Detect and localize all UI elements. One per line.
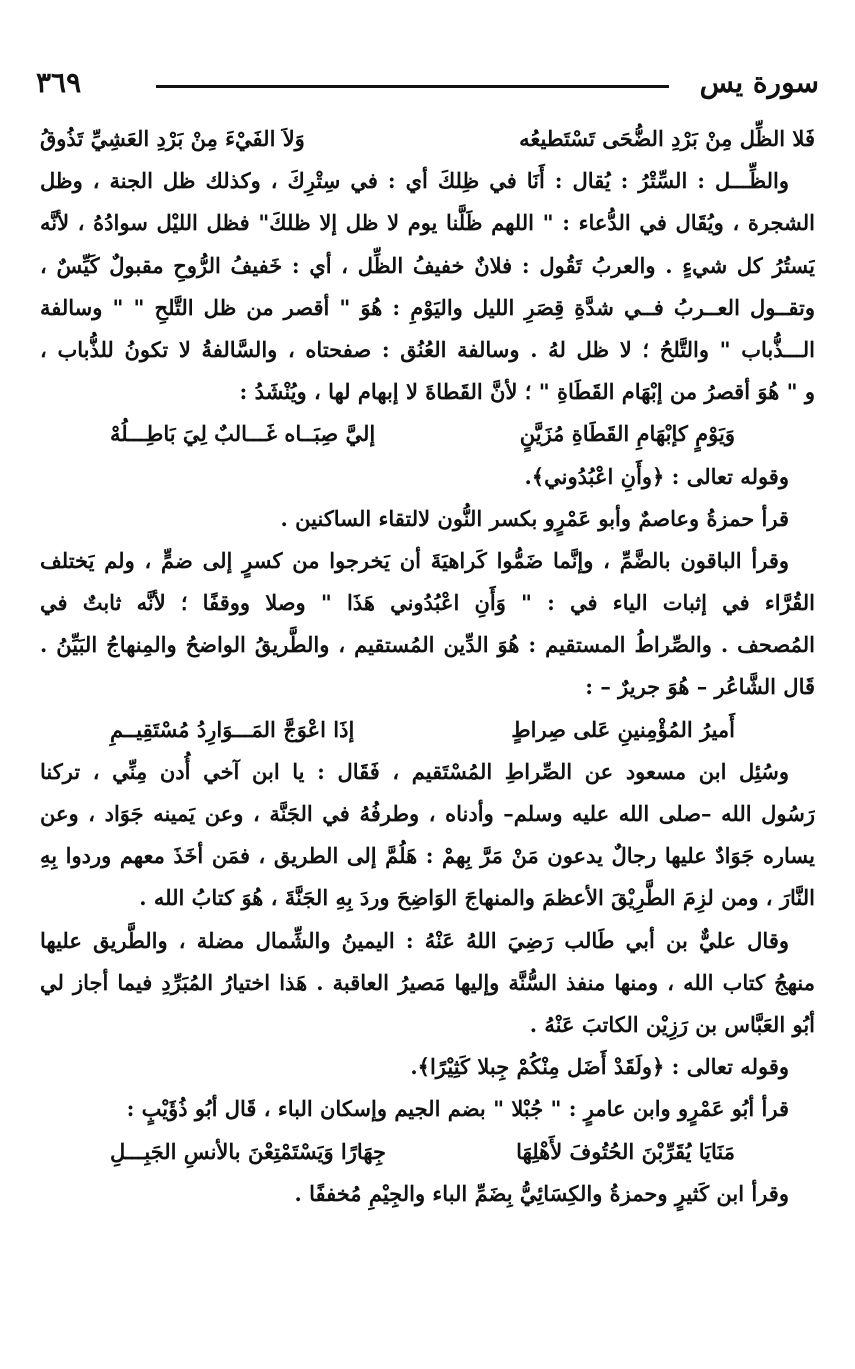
verse-hemistich-first: فَلا الظِّل مِنْ بَرْدِ الضُّحَى تَسْتَطيعُه: [519, 126, 815, 151]
header-rule: [156, 85, 669, 88]
text-line: قرأ حمزةُ وعاصمٌ وأبو عَمْرٍو بكسر النُّون لالتقاء الساكنين .: [280, 505, 789, 531]
text-line: و " هُوَ أقصرُ من إبْهَام القَطَاةِ " ؛ لأنَّ القَطاةَ لا إبهام لها ، ويُنْشَدُ :: [239, 379, 815, 405]
verse-hemistich-second: جِهَارًا وَيَسْتَمْتِعْنَ بالأنسِ الجَبِـــلِ: [110, 1138, 386, 1164]
verse-line: [40, 1131, 815, 1173]
text-line: يَستُرُ كل شيءٍ . والعربُ تَقُول : فلانٌ خفيفُ الظِّل ، أي : خَفيفُ الرُّوحِ مقبولٌ كَيِّسٌ ،: [40, 252, 815, 278]
text-line: النَّارَ ، ومن لزِمَ الطَّرِيْقَ الأعظمَ والمنهاجَ الوَاضِحَ وردَ بِهِ الجَنَّةَ ، هُوَ كتابُ الله .: [139, 885, 815, 911]
text-line: وقال عليٌّ بن أبي طَالب رَضِيَ اللهُ عَنْهُ : اليمينُ والشِّمال مضلة ، والطَّريق عليها: [40, 927, 789, 953]
text-line: الـــذُّباب " والتَّلحُ ؛ لا ظل لهُ . وسالفة العُنُق : صفحتاه ، والسَّالفةُ لا تكونُ للذُّباب ،: [40, 336, 815, 362]
text-line: الشجرة ، ويُقَال في الدُّعاء : " اللهم ظَلَّنا يوم لا ظل إلا ظلكَ" فظل الليْل سوادُهُ ، لأنَّه: [40, 210, 815, 236]
verse-hemistich-first: وَيَوْمٍ كإبْهَامِ القَطَاةِ مُزَيَّنٍ: [519, 421, 735, 447]
text-line: رَسُول الله –صلى الله عليه وسلم– وأدناه ، وطرفُهُ في الجَنَّة ، وعن يَمينه جَوَاد ، وعن: [40, 801, 815, 826]
verse-line: [40, 413, 815, 455]
page-number: ٣٦٩: [36, 66, 82, 99]
verse-line: [40, 709, 815, 751]
verse-hemistich-second: إليَّ صِبَــاه غَـــالبٌ لِيَ بَاطِـــلُهْ: [110, 421, 376, 447]
verse-hemistich-first: مَنَايَا يُقَرِّبْنَ الحُتُوفَ لأَهْلِهَا: [516, 1138, 735, 1164]
text-line: وقرأ الباقون بالضَّمِّ ، وإنَّما ضَمُّوا كَراهيَةَ أن يَخرجوا من كسرٍ إلى ضمٍّ ، ولم يَختلف: [40, 547, 789, 573]
text-line: منهجُ كتاب الله ، ومنها منفذ السُّنَّة وإليها مَصيرُ العاقبة . هَذا اختيارُ المُبَرِّدِ فيما أجاز لي: [40, 969, 815, 995]
verse-hemistich-second: وَلاَ الفَيْءَ مِنْ بَرْدِ العَشِيِّ تَذُوقُ: [40, 126, 305, 151]
page-body: [40, 118, 815, 1215]
text-line: قرأ أبُو عَمْرٍو وابن عامرٍ : " جُبْلا " بضم الجيم وإسكان الباء ، قَال أبُو ذُؤَيْبٍ :: [126, 1096, 789, 1122]
text-line: يساره جَوَادٌ عليها رجالٌ يدعون مَنْ مَرَّ بِهمْ : هَلُمَّ إلى الطريق ، فمَن أخَذَ معهم وردوا بِهِ: [40, 843, 815, 869]
verse-line: [40, 118, 815, 160]
text-line: قَال الشَّاعُر – هُوَ جريرٌ – :: [585, 674, 815, 700]
surah-title: سورة يس: [699, 66, 819, 99]
text-line: القُرَّاء في إثبات الياء في : " وَأَنِ اعْبُدُوني هَذَا " وصلا ووقفًا ؛ لأنَّه ثابتٌ في: [40, 590, 815, 616]
text-line: أبُو العَبَّاس بن رَزِيْن الكاتبَ عَنْهُ .: [529, 1011, 815, 1037]
text-line: وقوله تعالى : ﴿ولَقَدْ أَضَل مِنْكُمْ جِبلا كَثِيْرًا﴾.: [410, 1054, 789, 1080]
verse-hemistich-second: إذَا اعْوَجَّ المَـــوَارِدُ مُسْتَقِيــمِ: [110, 716, 355, 742]
page-header: [36, 66, 819, 106]
text-line: وقوله تعالى : ﴿وأَنِ اعْبُدُوني﴾.: [524, 463, 789, 489]
text-line: وتقــول العــربُ فــي شدَّةِ قِصَرِ الليل واليَوْمِ : هُوَ " أقصر من ظل التَّلحِ " " وسالفة: [40, 294, 815, 320]
text-line: وقرأ ابن كَثيرٍ وحمزةُ والكِسَائِيُّ بِضَمِّ الباء والجِيْمِ مُخففًا .: [294, 1180, 789, 1206]
verse-hemistich-first: أَميرُ المُؤْمِنينِ عَلى صِراطٍ: [511, 716, 735, 742]
text-line: وسُئِل ابن مسعود عن الصِّراطِ المُسْتَقيم ، فَقَال : يا ابن آخي أُدن مِنِّي ، تركنا: [40, 758, 789, 784]
text-line: المُصحف . والصِّراطُ المستقيم : هُوَ الدِّين المُستقيم ، والطَّريقُ الواضحُ والمِنهاجُ البَيِّنُ .: [40, 632, 815, 658]
text-line: والظِّـــل : السِّتْرُ : يُقال : أَنَا في ظِلكَ أي : في سِتْرِكَ ، وكذلك ظل الجنة ، وظل: [40, 168, 789, 194]
